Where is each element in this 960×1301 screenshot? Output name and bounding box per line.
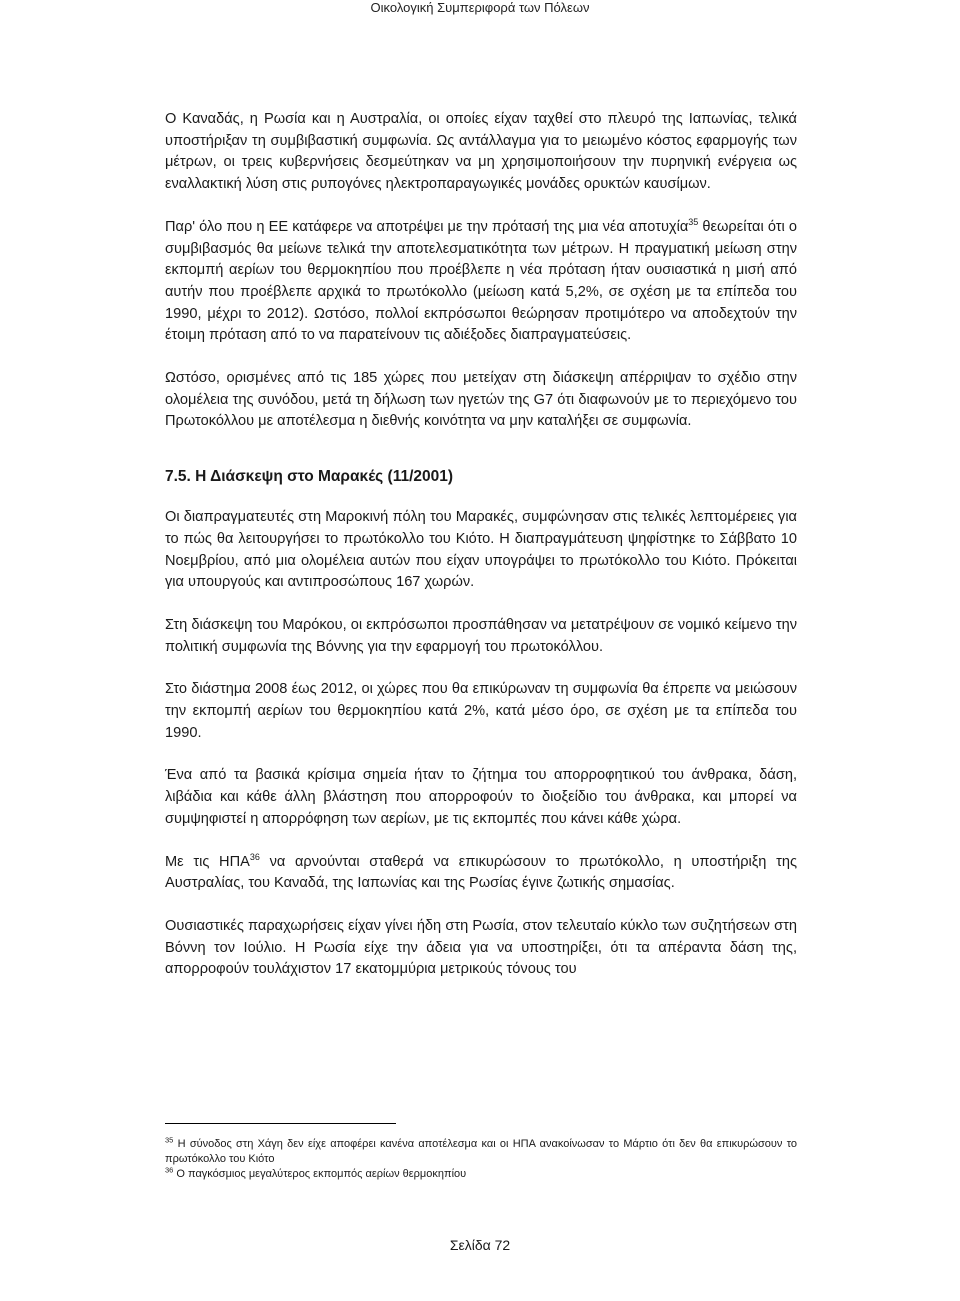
paragraph-4: Οι διαπραγματευτές στη Μαροκινή πόλη του Μαρακές, συμφώνησαν στις τελικές λεπτομέρειες για το πώς θα λειτουργήσει το πρωτόκολλο του Κιότο. Η διαπραγμάτευση ψηφίστηκε το Σάββατο 10 Νοεμβρίου, από μια ολομέλεια αυτών που είχαν υπογράψει το πρωτόκολλο του Κιότο. Πρόκειται για υπουργούς και αντιπροσώπους 167 χωρών.: [165, 509, 797, 591]
footnote-divider: [165, 1123, 396, 1124]
footnote-number: 36: [165, 1165, 174, 1175]
paragraph-2-part-a: Παρ' όλο που η ΕΕ κατάφερε να αποτρέψει με την πρότασή της μια νέα αποτυχία: [165, 218, 689, 235]
page-header: Οικολογική Συμπεριφορά των Πόλεων: [370, 0, 590, 15]
document-body: [165, 109, 797, 981]
paragraph-1: Ο Καναδάς, η Ρωσία και η Αυστραλία, οι οποίες είχαν ταχθεί στο πλευρό της Ιαπωνίας, τελικά υποστήριξαν τη συμβιβαστική συμφωνία. Ως αντάλλαγμα για το μειωμένο κόστος εφαρμογής των μέτρων, οι τρεις κυβερνήσεις δεσμεύτηκαν να μη χρησιμοποιήσουν την πυρηνική ενέργεια ως εναλλακτική λύση στις ρυπογόνες ηλεκτροπαραγωγικές μονάδες ορυκτών καυσίμων.: [165, 111, 797, 193]
paragraph-2: [165, 217, 797, 347]
paragraph-8-part-a: Με τις ΗΠΑ: [165, 853, 250, 870]
section-heading: [165, 466, 797, 487]
paragraph-9: Ουσιαστικές παραχωρήσεις είχαν γίνει ήδη στη Ρωσία, στον τελευταίο κύκλο των συζητήσεων στη Βόννη τον Ιούλιο. Η Ρωσία είχε την άδεια για να υποστηρίξει, ότι τα απέραντα δάση της, απορροφούν τουλάχιστον 17 εκατομμύρια μετρικούς τόνους του: [165, 917, 797, 978]
footnotes-section: [165, 1123, 797, 1182]
section-title: Η Διάσκεψη στο Μαρακές (11/2001): [195, 468, 454, 486]
footnote-text: Η σύνοδος στη Χάγη δεν είχε αποφέρει κανένα αποτέλεσμα και οι ΗΠΑ ανακοίνωσαν το Μάρτιο ότι δεν θα επικυρώσουν το πρωτόκολλο του Κιότο: [165, 1138, 797, 1165]
paragraph-3: Ωστόσο, ορισμένες από τις 185 χώρες που μετείχαν στη διάσκεψη απέρριψαν το σχέδιο στην ολομέλεια της συνόδου, μετά τη δήλωση των ηγετών της G7 ότι διαφωνούν με το περιεχόμενο του Πρωτοκόλλου με αποτέλεσμα η διεθνής κοινότητα να μην καταλήξει σε συμφωνία.: [165, 370, 797, 430]
footnote-36: [165, 1167, 797, 1182]
footnote-number: 35: [165, 1135, 174, 1145]
paragraph-7: Ένα από τα βασικά κρίσιμα σημεία ήταν το ζήτημα του απορροφητικού του άνθρακα, δάση, λιβάδια και κάθε άλλη βλάστηση που απορροφούν το διοξείδιο του άνθρακα, και μπορεί να συμψηφιστεί η απορρόφηση των αερίων, με τις εκπομπές που κάνει κάθε χώρα.: [165, 767, 797, 827]
footnote-text: Ο παγκόσμιος μεγαλύτερος εκπομπός αερίων θερμοκηπίου: [173, 1168, 467, 1180]
paragraph-5: Στη διάσκεψη του Μαρόκου, οι εκπρόσωποι προσπάθησαν να μετατρέψουν σε νομικό κείμενο την πολιτική συμφωνία της Βόννης για την εφαρμογή του πρωτοκόλλου.: [165, 616, 797, 655]
paragraph-6: Στο διάστημα 2008 έως 2012, οι χώρες που θα επικύρωναν τη συμφωνία θα έπρεπε να μειώσουν την εκπομπή αερίων του θερμοκηπίου κατά 2%, κατά μέσο όρο, σε σχέση με τα επίπεδα του 1990.: [165, 681, 797, 741]
footnote-ref-35[interactable]: 35: [688, 216, 699, 227]
paragraph-2-part-b: θεωρείται ότι ο συμβιβασμός θα μείωνε τελικά την αποτελεσματικότητα των μέτρων. Η πραγματική μείωση στην εκπομπή αερίων του θερμοκηπίου που προέβλεπε η νέα πρόταση ήταν ουσιαστικά η μισή από αυτήν που προέβλεπε αρχικά το πρωτόκολλο (μείωση κατά 5,2%, σε σχέση με τα επίπεδα του 1990, μέχρι το 2012). Ωστόσο, πολλοί εκπρόσωποι θεώρησαν προτιμότερο να αποδεχτούν την έτοιμη πρόταση από το να παρατείνουν τις αδιέξοδες διαπραγματεύσεις.: [165, 218, 797, 344]
section-number: 7.5.: [165, 468, 191, 486]
page-number: Σελίδα 72: [449, 1237, 511, 1253]
footnote-35: [165, 1137, 797, 1167]
footnote-ref-36[interactable]: 36: [249, 851, 260, 862]
paragraph-8: [165, 852, 797, 895]
paragraph-8-part-b: να αρνούνται σταθερά να επικυρώσουν το πρωτόκολλο, η υποστήριξη της Αυστραλίας, του Καναδά, της Ιαπωνίας και της Ρωσίας έγινε ζωτικής σημασίας.: [165, 853, 797, 892]
